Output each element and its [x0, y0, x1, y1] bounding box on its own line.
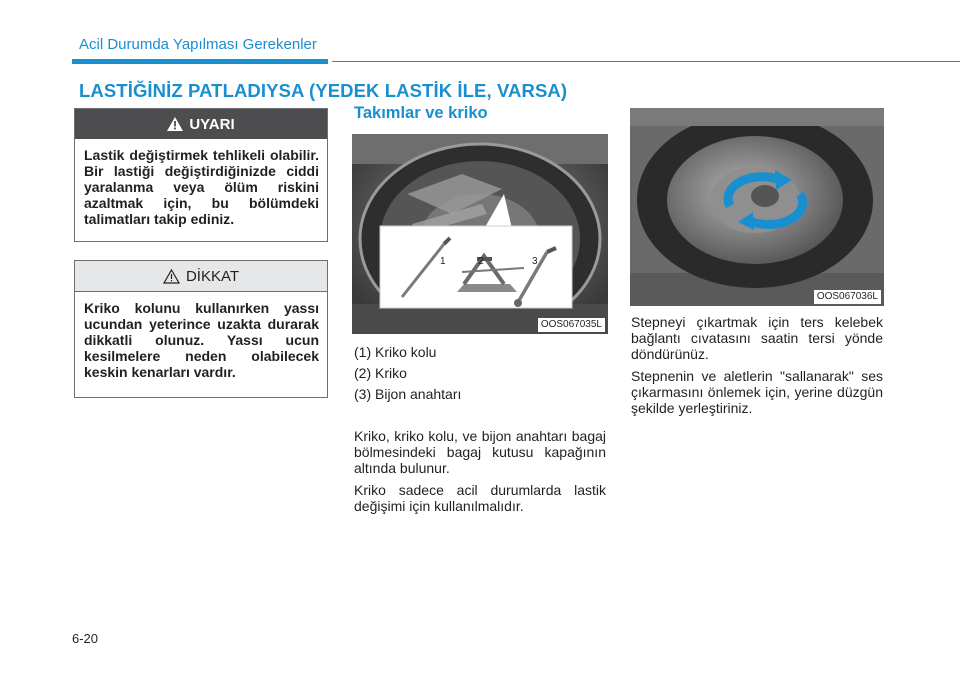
caution-header: [75, 261, 327, 292]
spare-storage-text: Stepnenin ve aletlerin "sallanarak" ses çıkarmasını önlemek için, yerine düzgün şekilde yerleştiriniz.: [631, 368, 883, 416]
callout-1: 1: [440, 256, 446, 267]
warning-box: [74, 108, 328, 242]
callout-3: 3: [532, 256, 538, 267]
tools-image: [352, 134, 608, 334]
warning-label: UYARI: [189, 115, 235, 133]
caution-triangle-icon: [163, 269, 180, 284]
spare-removal-text: Stepneyi çıkartmak için ters kelebek bağlantı cıvatasını saatin tersi yönde döndürünüz.: [631, 314, 883, 362]
warning-header: [75, 109, 327, 139]
callout-2: 2: [478, 256, 484, 267]
tools-subtitle: Takımlar ve kriko: [354, 104, 488, 122]
jack-usage-text: Kriko sadece acil durumlarda lastik değişimi için kullanılmalıdır.: [354, 482, 606, 514]
tool-item-jack: (2) Kriko: [354, 365, 407, 381]
header-accent-bar: [72, 59, 328, 64]
warning-text: Lastik değiştirmek tehlikeli olabilir. Bir lastiği değiştirdiğinizde ciddi yaralanma veya ölüm riskini azaltmak için, bu bölümdeki talimatları takip ediniz.: [84, 147, 319, 227]
tools-location-text: Kriko, kriko kolu, ve bijon anahtarı bagaj bölmesindeki bagaj kutusu kapağının altında bulunur.: [354, 428, 606, 476]
spare-tire-image: [630, 108, 884, 306]
page-number: 6-20: [72, 631, 99, 646]
header-rule: [332, 61, 960, 62]
warning-triangle-icon: [167, 117, 183, 131]
caution-label: DİKKAT: [185, 267, 240, 285]
section-header: Acil Durumda Yapılması Gerekenler: [79, 36, 317, 53]
caution-text: Kriko kolunu kullanırken yassı ucundan yeterince uzakta durarak dikkatli olunuz. Yassı ucun kesilmelere neden olabilecek keskin kenarları vardır.: [84, 300, 319, 380]
spare-image-code: OOS067036L: [814, 290, 881, 304]
page-title: LASTİĞİNİZ PATLADIYSA (YEDEK LASTİK İLE, VARSA): [79, 80, 568, 101]
caution-box: [74, 260, 328, 398]
tool-item-handle: (1) Kriko kolu: [354, 344, 437, 360]
tool-item-wrench: (3) Bijon anahtarı: [354, 386, 462, 402]
trunk-tools-illustration: [352, 134, 608, 334]
tools-image-code: OOS067035L: [538, 318, 605, 332]
spare-tire-illustration: [630, 108, 884, 306]
